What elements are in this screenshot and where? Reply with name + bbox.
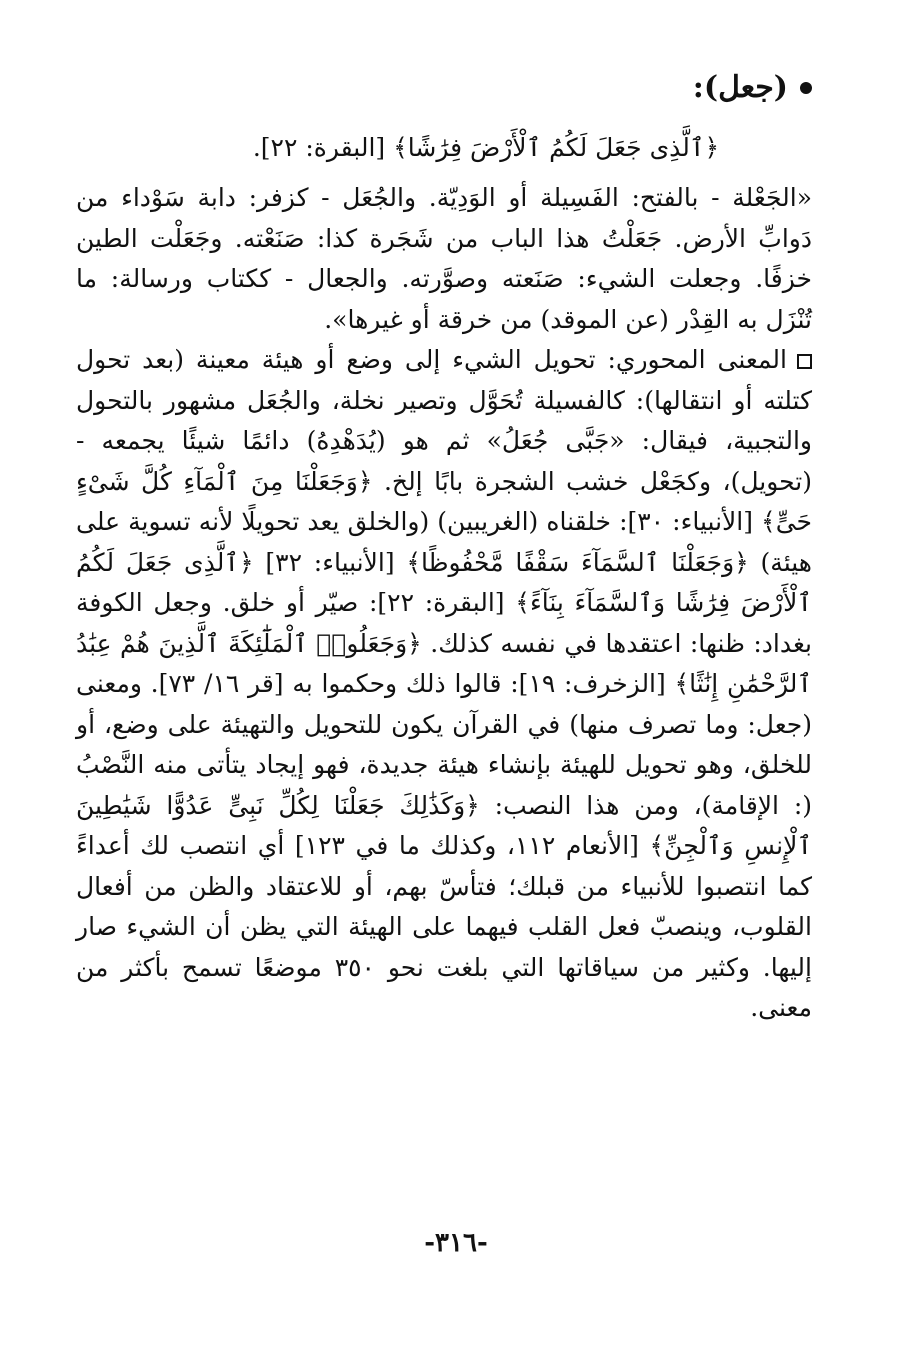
bullet-icon xyxy=(800,82,812,94)
quran-verse-citation: ﴿ٱلَّذِى جَعَلَ لَكُمُ ٱلْأَرْضَ فِرَٰشًا﴾ [البقرة: ٢٢]. xyxy=(252,133,720,162)
page-number: -٣١٦- xyxy=(424,1228,488,1258)
core-meaning-text: المعنى المحوري: تحويل الشيء إلى وضع أو هيئة معينة (بعد تحول كتلته أو انتقالها): كالفسيلة تُحَوَّل وتصير نخلة، والجُعَل مشهور بالتحول والتجبية، فيقال: «جَبَّى جُعَلُ» ثم هو (يُدَهْدِهُ) دائمًا شيئًا يجمعه - (تحويل)، وكجَعْل خشب الشجرة بابًا إلخ. ﴿وَجَعَلْنَا مِنَ ٱلْمَآءِ كُلَّ شَىْءٍ حَىٍّ﴾ [الأنبياء: ٣٠]: خلقناه (الغريبين) (والخلق يعد تحويلًا لأنه تسوية على هيئة) ﴿وَجَعَلْنَا ٱلسَّمَآءَ سَقْفًا مَّحْفُوظًا﴾ [الأنبياء: ٣٢] ﴿ٱلَّذِى جَعَلَ لَكُمُ ٱلْأَرْضَ فِرَٰشًا وَٱلسَّمَآءَ بِنَآءً﴾ [البقرة: ٢٢]: صيّر أو خلق. وجعل الكوفة بغداد: ظنها: اعتقدها في نفسه كذلك. ﴿وَجَعَلُوا۟ ٱلْمَلَٰٓئِكَةَ ٱلَّذِينَ هُمْ عِبَٰدُ ٱلرَّحْمَٰنِ إِنَٰثًا﴾ [الزخرف: ١٩]: قالوا ذلك وحكموا به [قر ١٦/ ٧٣]. ومعنى (جعل: وما تصرف منها) في القرآن يكون للتحويل والتهيئة على وضع، أو للخلق، وهو تحويل للهيئة بإنشاء هيئة جديدة، فهو إيجاد يتأتى منه النَّصْبُ (: الإقامة)، ومن هذا النصب: ﴿وَكَذَٰلِكَ جَعَلْنَا لِكُلِّ نَبِىٍّ عَدُوًّا شَيَٰطِينَ ٱلْإِنسِ وَٱلْجِنِّ﴾ [الأنعام ١١٢، وكذلك ما في ١٢٣] أي انتصب لك أعداءً كما انتصبوا للأنبياء من قبلك؛ فتأسّ بهم، أو للاعتقاد والظن من أفعال القلوب، وينصبّ فعل القلب فيهما على الهيئة التي يظن أن الشيء صار إليها. وكثير من سياقاتها التي بلغت نحو ٣٥٠ موضعًا تسمح بأكثر من معنى. xyxy=(76,345,813,1022)
entry-body xyxy=(76,178,812,1029)
lexical-definition-paragraph: «الجَعْلة - بالفتح: الفَسِيلة أو الوَدِيّة. والجُعَل - كزفر: دابة سَوْداء من دَوابِّ الأرض. جَعَلْتُ هذا الباب من شَجَرة كذا: صَنَعْته. وجَعَلْت الطين خزفًا. وجعلت الشيء: صَنَعته وصوَّرته. والجعال - ككتاب ورسالة: ما تُنْزَل به القِدْر (عن الموقد) من خرقة أو غيرها». xyxy=(76,183,812,334)
entry-heading-label: (جعل): xyxy=(692,70,788,105)
square-marker-icon xyxy=(797,354,812,369)
core-meaning-paragraph xyxy=(76,340,812,1029)
entry-heading xyxy=(693,68,812,108)
